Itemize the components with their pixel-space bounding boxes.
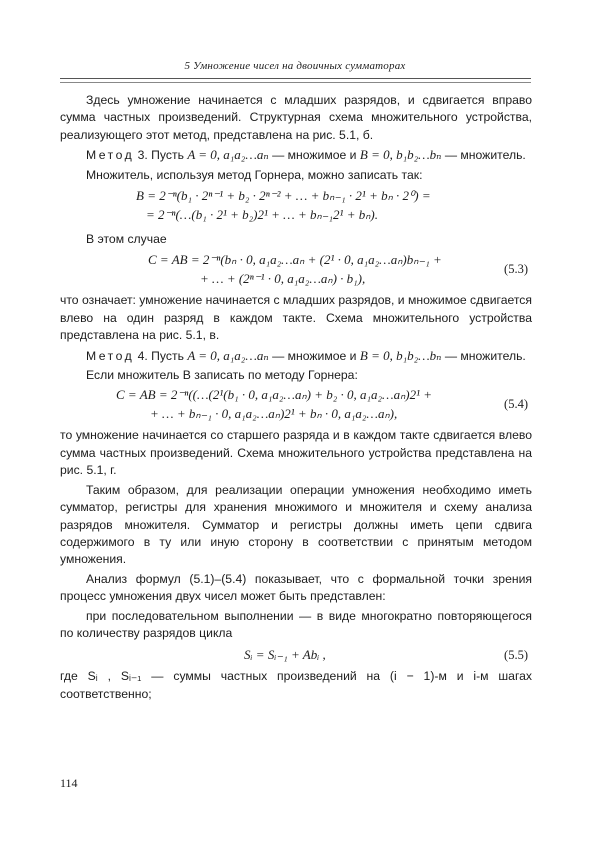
equation-5-5-line: Sᵢ = Sᵢ₋₁ + Abᵢ , <box>244 647 326 663</box>
equation-number: (5.3) <box>504 262 528 277</box>
paragraph: Если множитель B записать по методу Горнера: <box>86 368 358 383</box>
page-content <box>60 92 532 703</box>
paragraph: Таким образом, для реализации операции умножения необходимо иметь сумматор, регистры для хранения множимого и множителя и схему анализа разрядов множителя. Сумматор и регистры должны иметь цепи сдвига содержимого в ту или иную сторону в соответствии с принятым методом умножения. <box>60 482 532 567</box>
text: — множитель. <box>444 148 526 163</box>
equation-b-line-2: = 2⁻ⁿ(…(b₁ · 2¹ + b₂)2¹ + … + bₙ₋₁2¹ + bₙ). <box>146 207 378 223</box>
equation-number: (5.4) <box>504 397 528 412</box>
equation-5-3-line-1: C = AB = 2⁻ⁿ(bₙ · 0, a₁a₂…aₙ + (2¹ · 0, a₁a₂…aₙ)bₙ₋₁ + <box>148 252 442 268</box>
header-rule <box>60 78 531 79</box>
page-number: 114 <box>60 776 78 790</box>
formula-b: B = 0, b₁b₂…bₙ <box>359 347 442 363</box>
equation-5-5 <box>60 646 532 668</box>
formula-a: A = 0, a₁a₂…aₙ <box>187 347 269 363</box>
paragraph: то умножение начинается со старшего разряда и в каждом такте сдвигается влево сумма частных произведений. Схема множительного устройства представлена на рис. 5.1, г. <box>60 428 532 478</box>
method-number: 3. Пусть <box>137 148 184 163</box>
equation-5-3 <box>60 251 532 289</box>
equation-number: (5.5) <box>504 648 528 663</box>
paragraph: Множитель, используя метод Горнера, можно записать так: <box>86 167 423 182</box>
equation-5-3-line-2: + … + (2ⁿ⁻¹ · 0, a₁a₂…aₙ) · b₁), <box>200 271 366 287</box>
method-4-paragraph <box>60 347 532 365</box>
equation-b-line-1: B = 2⁻ⁿ(b₁ · 2ⁿ⁻¹ + b₂ · 2ⁿ⁻² + … + bₙ₋₁ · 2¹ + bₙ · 2⁰) = <box>136 188 431 204</box>
method-label: Метод <box>86 348 135 363</box>
text: — множимое и <box>272 148 357 163</box>
paragraph: что означает: умножение начинается с младших разрядов, и множимое сдвигается влево на один разряд в каждом такте. Схема множительного устройства представлена на рис. 5.1, в. <box>60 293 532 343</box>
method-3-paragraph <box>60 146 532 164</box>
text: — множитель. <box>444 348 526 363</box>
method-number: 4. Пусть <box>137 348 184 363</box>
equation-5-4 <box>60 386 532 424</box>
formula-b: B = 0, b₁b₂…bₙ <box>359 147 442 163</box>
paragraph: Здесь умножение начинается с младших разрядов, и сдвигается вправо сумма частных произведений. Структурная схема множительного устройства, реализующего этот метод, представлена на рис. 5.1, б. <box>60 93 532 142</box>
equation-5-4-line-1: C = AB = 2⁻ⁿ((…(2¹(b₁ · 0, a₁a₂…aₙ) + b₂ · 0, a₁a₂…aₙ)2¹ + <box>116 387 433 403</box>
formula-a: A = 0, a₁a₂…aₙ <box>187 147 269 163</box>
method-label: Метод <box>86 148 135 163</box>
header-rule-thin <box>60 82 531 83</box>
paragraph: Анализ формул (5.1)–(5.4) показывает, что с формальной точки зрения процесс умножения двух чисел может быть представлен: <box>60 571 532 604</box>
paragraph: В этом случае <box>86 232 167 247</box>
paragraph: где Sᵢ , Sᵢ₋₁ — суммы частных произведений на (i − 1)-м и i-м шагах соответственно; <box>60 669 532 701</box>
running-header: 5 Умножение чисел на двоичных сумматорах <box>184 60 406 72</box>
text: — множимое и <box>272 348 357 363</box>
equation-5-4-line-2: + … + bₙ₋₁ · 0, a₁a₂…aₙ)2¹ + bₙ · 0, a₁a₂…aₙ), <box>150 406 398 422</box>
paragraph: при последовательном выполнении — в виде многократно повторяющегося по количеству разрядов цикла <box>60 608 532 640</box>
